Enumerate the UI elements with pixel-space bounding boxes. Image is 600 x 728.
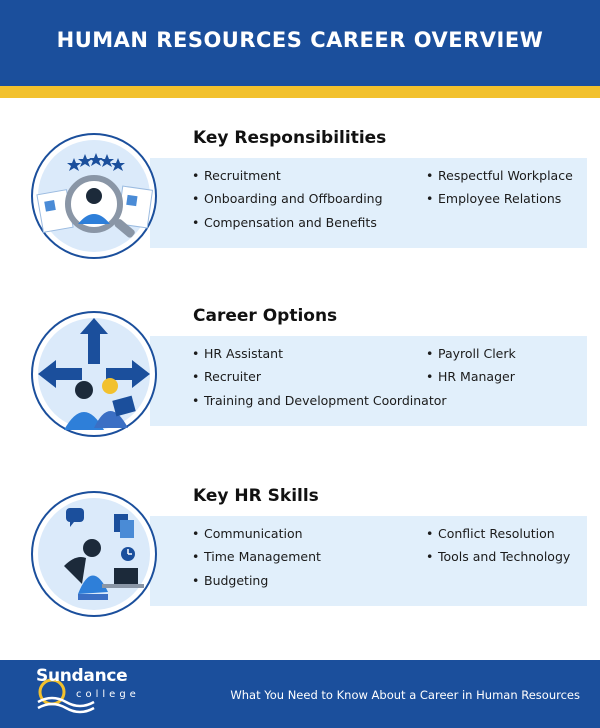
section-divider — [150, 155, 587, 157]
logo-subtitle: college — [76, 689, 140, 700]
list-item: • Tools and Technology — [426, 545, 570, 568]
hr-skills-workstation-icon — [16, 474, 176, 634]
list-item: • HR Assistant — [192, 342, 447, 365]
list-item: • Compensation and Benefits — [192, 211, 383, 234]
list-item: • Onboarding and Offboarding — [192, 187, 383, 210]
list-item: • Payroll Clerk — [426, 342, 516, 365]
list-item: • Budgeting — [192, 569, 321, 592]
footer-tagline: What You Need to Know About a Career in Human Resources — [230, 688, 580, 702]
responsibilities-list-right — [426, 164, 573, 211]
responsibilities-list-left — [192, 164, 383, 234]
skills-list-left — [192, 522, 321, 592]
list-item: • HR Manager — [426, 365, 516, 388]
hr-search-icon — [16, 116, 176, 276]
list-item: • Recruitment — [192, 164, 383, 187]
accent-divider — [0, 86, 600, 98]
logo-name: Sundance — [36, 666, 128, 686]
list-item: • Employee Relations — [426, 187, 573, 210]
section-title: Key HR Skills — [193, 486, 319, 506]
section-divider — [150, 333, 587, 335]
section-title: Key Responsibilities — [193, 128, 387, 148]
list-item: • Respectful Workplace — [426, 164, 573, 187]
skills-list-right — [426, 522, 570, 569]
list-item: • Training and Development Coordinator — [192, 389, 447, 412]
section-career-options — [0, 294, 600, 454]
section-divider — [150, 513, 587, 515]
page-header — [0, 0, 600, 86]
section-key-hr-skills — [0, 474, 600, 634]
career-list-right — [426, 342, 516, 389]
list-item: • Time Management — [192, 545, 321, 568]
career-list-left — [192, 342, 447, 412]
page-title: HUMAN RESOURCES CAREER OVERVIEW — [56, 28, 544, 52]
page-footer — [0, 660, 600, 728]
list-item: • Recruiter — [192, 365, 447, 388]
section-title: Career Options — [193, 306, 338, 326]
list-item: • Communication — [192, 522, 321, 545]
career-path-arrows-icon — [16, 294, 176, 454]
list-item: • Conflict Resolution — [426, 522, 570, 545]
section-key-responsibilities — [0, 116, 600, 276]
